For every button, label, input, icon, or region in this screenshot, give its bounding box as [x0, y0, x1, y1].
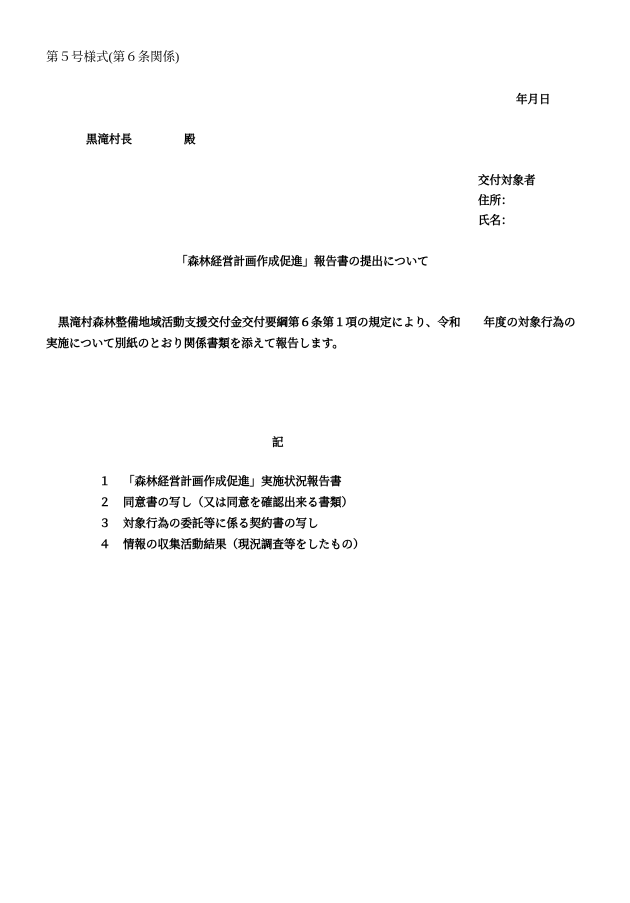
- list-item-number: ４: [99, 537, 111, 551]
- name-label: 氏名：: [478, 213, 513, 227]
- list-item: [99, 473, 342, 489]
- list-item-number: ２: [99, 495, 111, 509]
- recipient-honorific: 殿: [184, 132, 196, 146]
- list-item: [99, 494, 353, 510]
- list-item-number: １: [99, 474, 111, 488]
- address-label: 住所：: [478, 193, 513, 207]
- list-item-text: 情報の収集活動結果（現況調査等をしたもの）: [123, 537, 365, 551]
- form-number: 第５号様式(第６条関係): [46, 50, 180, 64]
- recipient-name: 黒滝村長: [86, 132, 132, 146]
- document-title: 「森林経営計画作成促進」報告書の提出について: [176, 254, 429, 268]
- body-paragraph: 黒滝村森林整備地域活動支援交付金交付要綱第６条第１項の規定により、令和 年度の対象行為の実施について別紙のとおり関係書類を添えて報告します。: [46, 315, 576, 350]
- list-item-text: 対象行為の委託等に係る契約書の写し: [123, 516, 319, 530]
- list-item-number: ３: [99, 516, 111, 530]
- applicant-label: 交付対象者: [478, 173, 536, 187]
- list-item-text: 「森林経営計画作成促進」実施状況報告書: [123, 474, 342, 488]
- ki-heading: 記: [272, 435, 284, 449]
- list-item-text: 同意書の写し（又は同意を確認出来る書類）: [123, 495, 353, 509]
- list-item: [99, 515, 319, 531]
- list-item: [99, 536, 365, 552]
- date-line: 年月日: [516, 92, 551, 106]
